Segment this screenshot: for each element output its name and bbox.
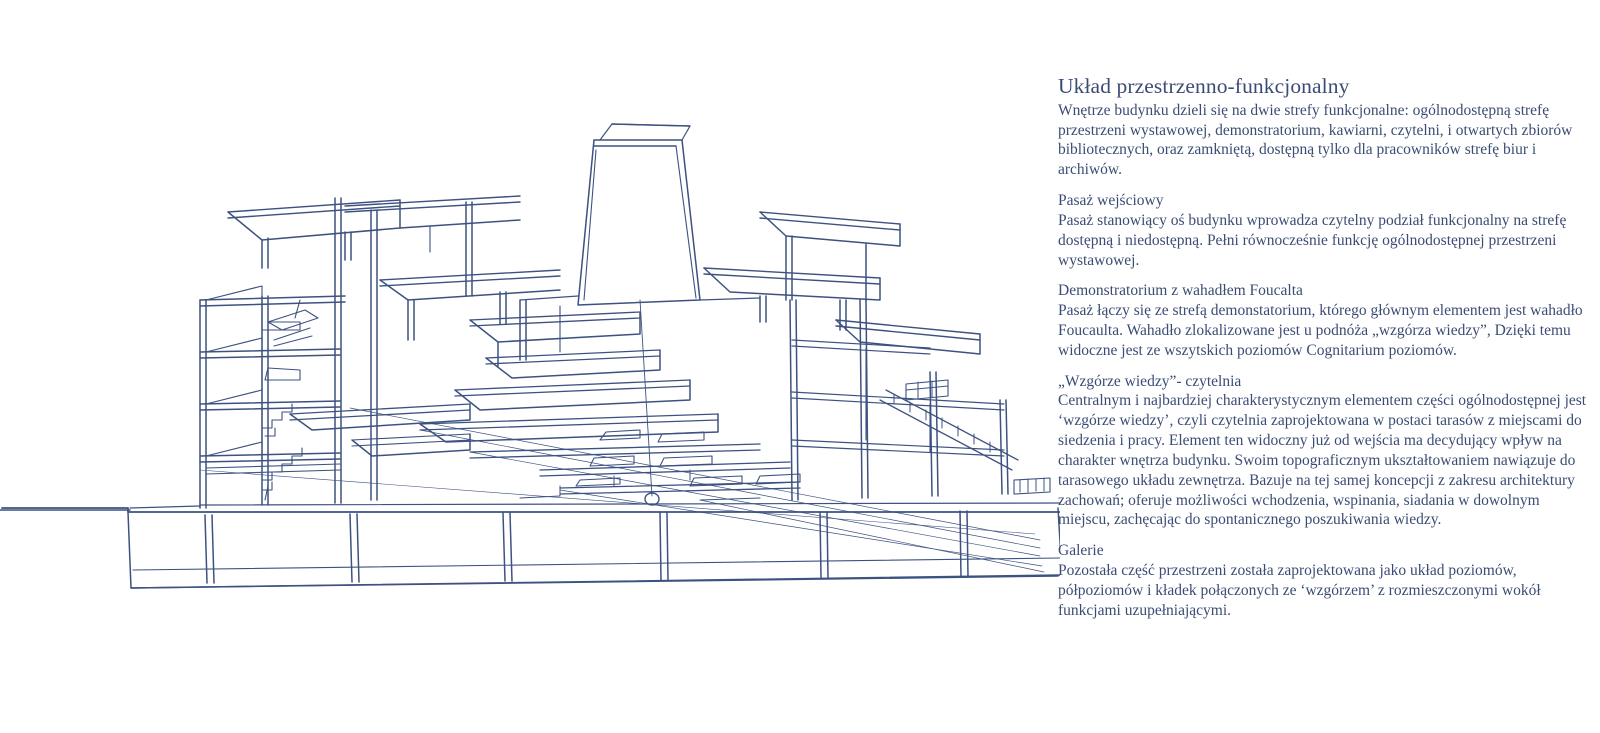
section-demonstratorium	[1058, 281, 1590, 360]
intro-paragraph: Wnętrze budynku dzieli się na dwie strefy funkcjonalne: ogólnodostępną strefę przestrzeni wystawowej, demonstratorium, kawiarni, czytelni, i otwartych zbiorów bibliotecznych, oraz zamkniętą, dostępną tylko dla pracowników strefę biur i archiwów.	[1058, 101, 1573, 179]
section-heading: Galerie	[1058, 542, 1104, 560]
section-paragraph: Pasaż łączy się ze strefą demonstatorium, którego głównym elementem jest wahadło Foucaulta. Wahadło zlokalizowane jest u podnóża „wzgórza wiedzy”, Dzięki temu widoczne jest ze wszytskich poziomów Cognitarium poziomów.	[1058, 302, 1583, 359]
section-wzgorze-wiedzy	[1058, 372, 1590, 531]
section-heading: Demonstratorium z wahadłem Foucalta	[1058, 282, 1303, 300]
description-text-panel	[1058, 74, 1590, 714]
section-paragraph: Pozostała część przestrzeni została zaprojektowana jako układ poziomów, półpoziomów i kładek połączonych ze ‘wzgórzem’ z rozmieszczonymi wokół funkcjami uzupełniającymi.	[1058, 562, 1541, 619]
section-intro	[1058, 101, 1590, 180]
section-heading: Pasaż wejściowy	[1058, 192, 1164, 210]
section-paragraph: Pasaż stanowiący oś budynku wprowadza czytelny podział funkcjonalny na strefę dostępną i niedostępną. Pełni równocześnie funkcję ogólnodostępnej przestrzeni wystawowej.	[1058, 211, 1567, 269]
section-pasaz-wejsciowy	[1058, 191, 1590, 270]
section-galerie	[1058, 541, 1590, 620]
page-title: Układ przestrzenno-funkcjonalny	[1058, 74, 1350, 98]
section-paragraph: Centralnym i najbardziej charakterystycznym elementem części ogólnodostępnej jest ‘wzgórze wiedzy’, czyli czytelnia zaprojektowana w postaci tarasów z miejscami do siedzenia i pracy. Element ten widoczny już od wejścia ma decydujący wpływ na charakter wnętrza budynku. Swoim topograficznym ukształtowaniem nawiązuje do tarasowego układu zewnętrza. Bazuje na tej samej koncepcji z zakresu architektury zachowań; oferuje możliwości wchodzenia, wspinania, siadania w dowolnym miejscu, zachęcając do spontanicznego poszukiwania wiedzy.	[1058, 392, 1587, 529]
section-heading: „Wzgórze wiedzy”- czytelnia	[1058, 372, 1242, 390]
